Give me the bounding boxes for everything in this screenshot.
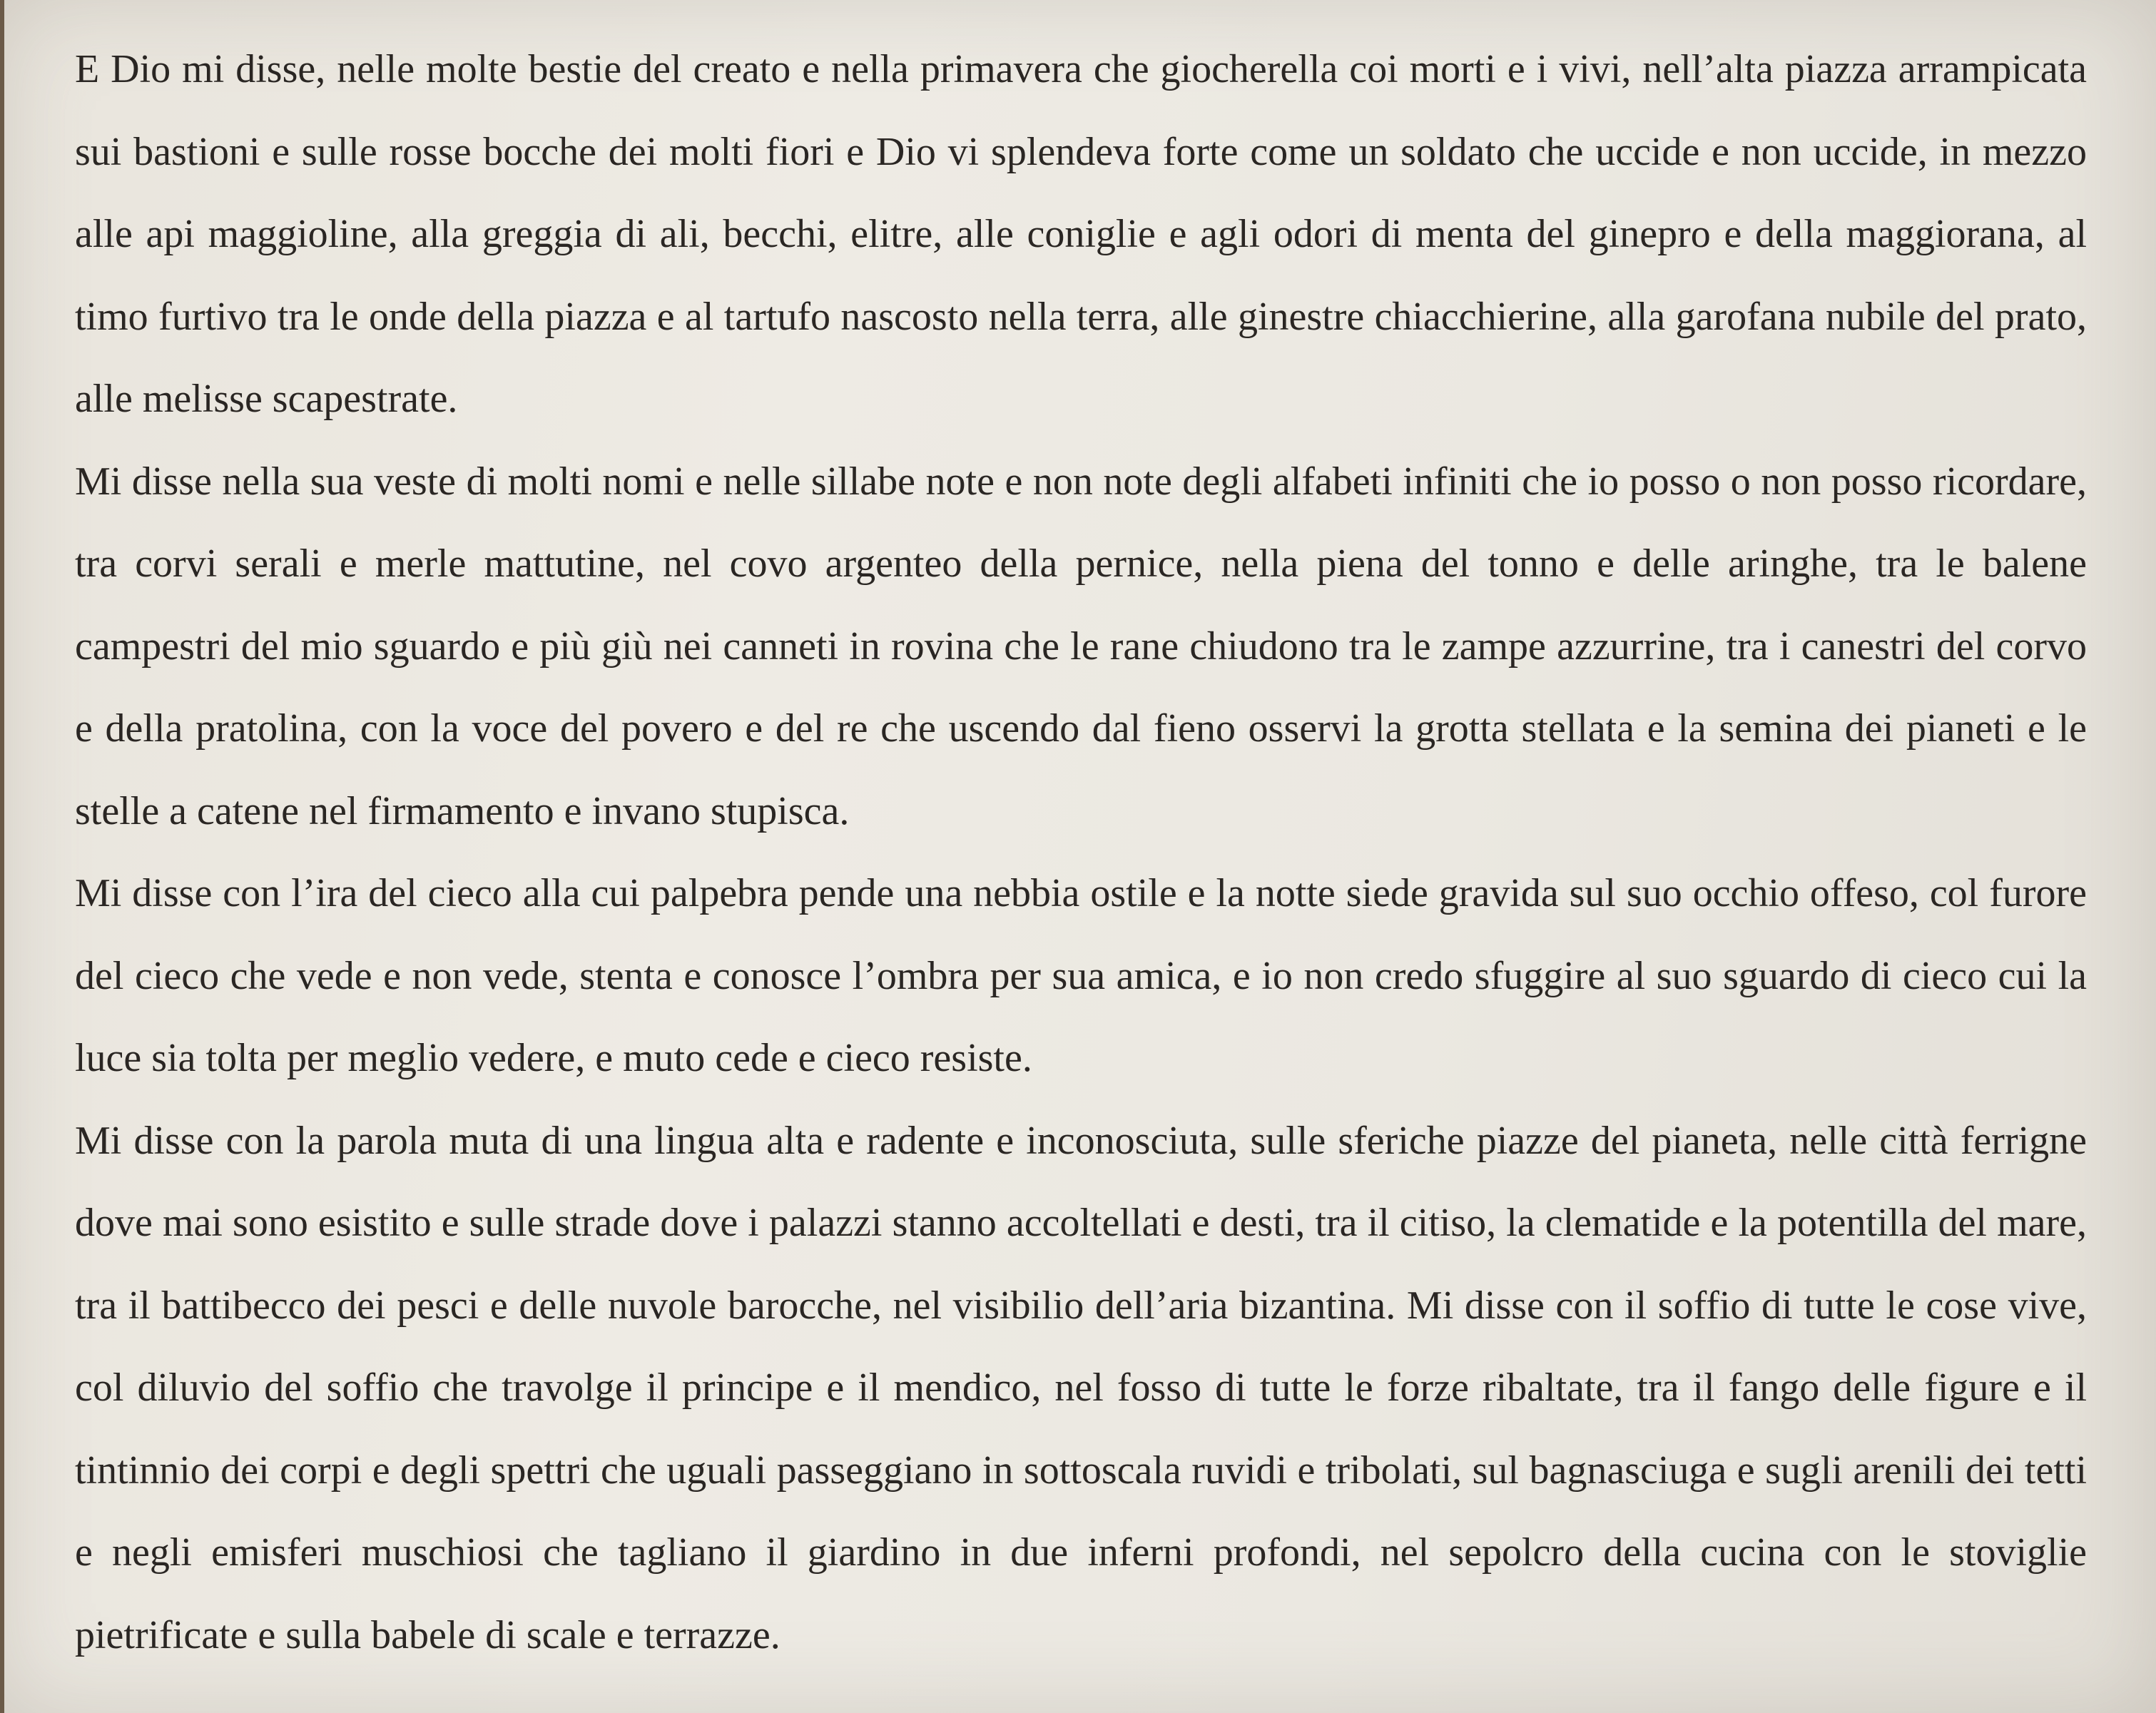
paragraph-3: Mi disse con l’ira del cieco alla cui palpebra pende una nebbia ostile e la notte siede gravida sul suo occhio offeso, col furore del cieco che vede e non vede, stenta e conosce l’ombra per sua amica, e io non credo sfuggire al suo sguardo di cieco cui la luce sia tolta per meglio vedere, e muto cede e cieco resiste. <box>75 871 2087 1080</box>
page-edge <box>0 0 4 1713</box>
paragraph-1: E Dio mi disse, nelle molte bestie del creato e nella primavera che giocherella coi morti e i vivi, nell’alta piazza arrampicata sui bastioni e sulle rosse bocche dei molti fiori e Dio vi splendeva forte come un soldato che uccide e non uccide, in mezzo alle api maggioline, alla greggia di ali, becchi, elitre, alle coniglie e agli odori di menta del ginepro e della maggiorana, al timo furtivo tra le onde della piazza e al tartufo nascosto nella terra, alle ginestre chiacchierine, alla garofana nubile del prato, alle melisse scapestrate. <box>75 47 2087 421</box>
paragraph-4: Mi disse con la parola muta di una lingua alta e radente e inconosciuta, sulle sferiche piazze del pianeta, nelle città ferrigne dove mai sono esistito e sulle strade dove i palazzi stanno accoltellati e desti, tra il citiso, la clematide e la potentilla del mare, tra il battibecco dei pesci e delle nuvole barocche, nel visibilio dell’aria bizantina. Mi disse con il soffio di tutte le cose vive, col diluvio del soffio che travolge il principe e il mendico, nel fosso di tutte le forze ribaltate, tra il fango delle figure e il tintinnio dei corpi e degli spettri che uguali passeggiano in sottoscala ruvidi e tribolati, sul bagnasciuga e sugli arenili dei tetti e negli emisferi muschiosi che tagliano il giardino in due inferni profondi, nel sepolcro della cucina con le stoviglie pietrificate e sulla babele di scale e terrazze. <box>75 1118 2087 1657</box>
document-body <box>75 29 2087 1677</box>
paragraph-2: Mi disse nella sua veste di molti nomi e nelle sillabe note e non note degli alfabeti infiniti che io posso o non posso ricordare, tra corvi serali e merle mattutine, nel covo argenteo della pernice, nella piena del tonno e delle aringhe, tra le balene campestri del mio sguardo e più giù nei canneti in rovina che le rane chiudono tra le zampe azzurrine, tra i canestri del corvo e della pratolina, con la voce del povero e del re che uscendo dal fieno osservi la grotta stellata e la semina dei pianeti e le stelle a catene nel firmamento e invano stupisca. <box>75 459 2087 833</box>
